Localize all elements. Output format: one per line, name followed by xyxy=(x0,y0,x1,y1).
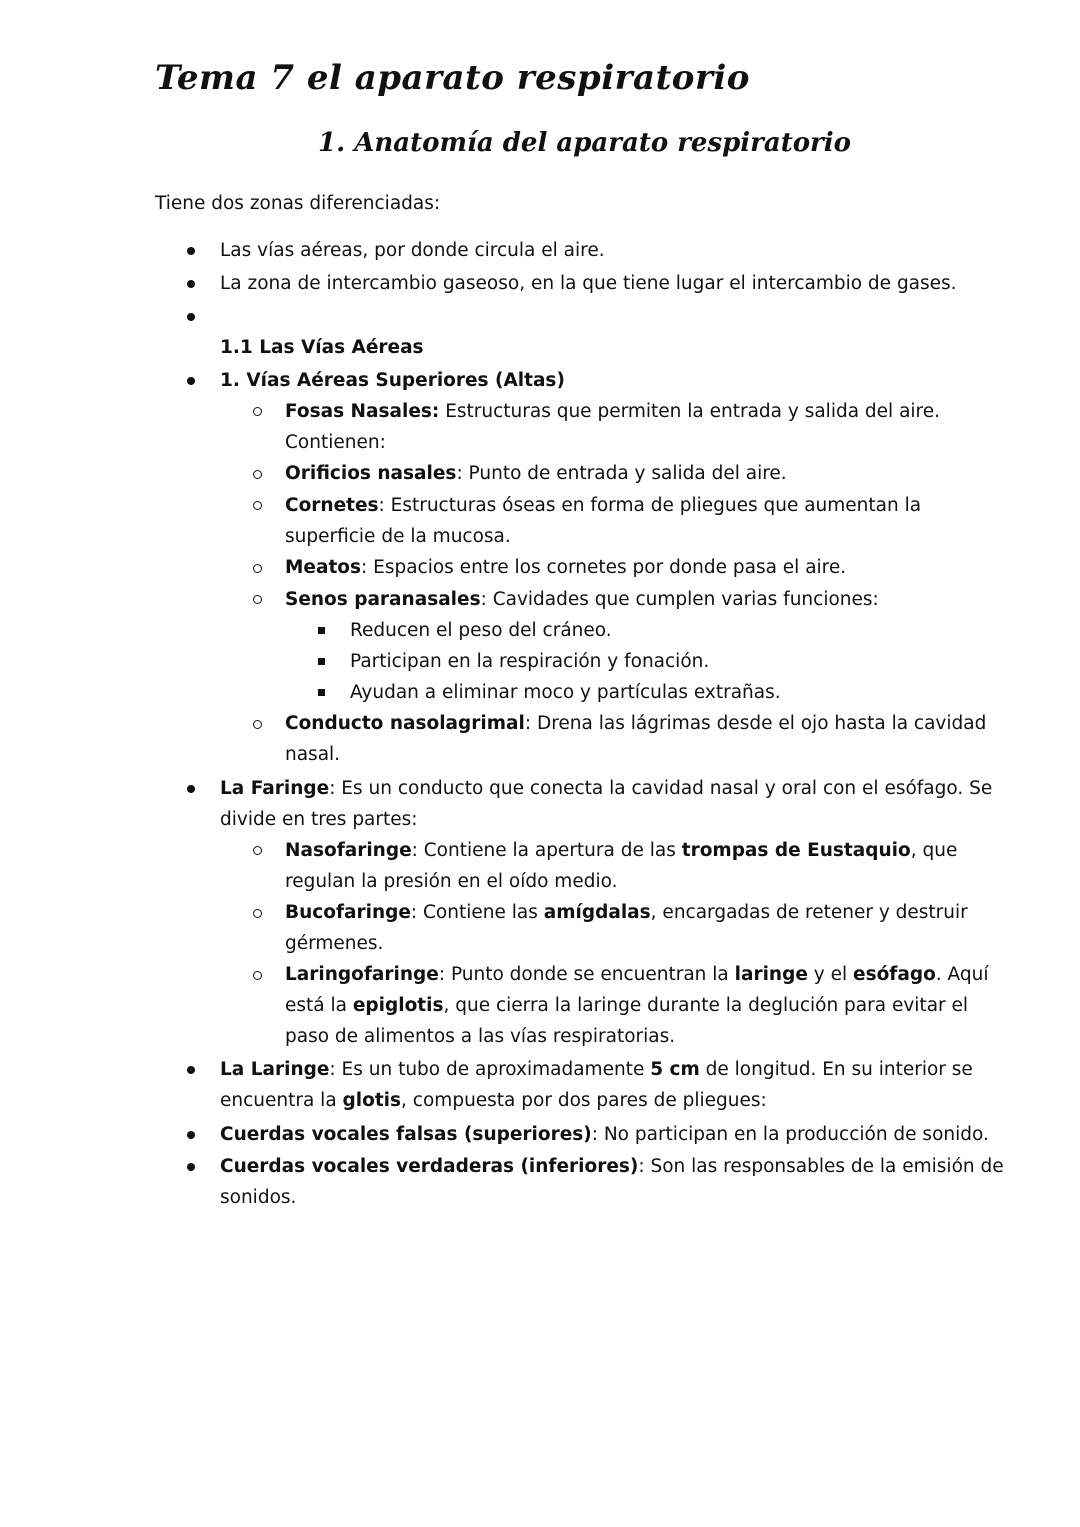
bullet-icon xyxy=(187,1131,195,1139)
list-item-continuation: superficie de la mucosa. xyxy=(285,526,511,547)
list-item-continuation: Contienen: xyxy=(285,432,386,453)
list-item: Fosas Nasales: Estructuras que permiten la entrada y salida del aire. xyxy=(285,401,941,422)
upper-airways-title: 1. Vías Aéreas Superiores (Altas) xyxy=(220,370,565,391)
circle-bullet-icon xyxy=(253,909,262,918)
bullet-icon xyxy=(187,1066,195,1074)
list-item: Senos paranasales: Cavidades que cumplen varias funciones: xyxy=(285,589,879,610)
circle-bullet-icon xyxy=(253,720,262,729)
list-item: Meatos: Espacios entre los cornetes por donde pasa el aire. xyxy=(285,557,847,578)
square-bullet-icon xyxy=(318,658,325,665)
list-item-continuation: divide en tres partes: xyxy=(220,809,418,830)
list-item-continuation: está la epiglotis, que cierra la laringe durante la deglución para evitar el xyxy=(285,995,969,1016)
list-item-continuation: encuentra la glotis, compuesta por dos pares de pliegues: xyxy=(220,1090,767,1111)
bullet-icon xyxy=(187,280,195,288)
square-bullet-icon xyxy=(318,689,325,696)
page-title: Tema 7 el aparato respiratorio xyxy=(155,58,750,98)
bullet-icon xyxy=(187,247,195,255)
list-item-continuation: gérmenes. xyxy=(285,933,384,954)
list-item: Conducto nasolagrimal: Drena las lágrimas desde el ojo hasta la cavidad xyxy=(285,713,987,734)
list-item: Ayudan a eliminar moco y partículas extrañas. xyxy=(350,682,781,703)
list-item: Orificios nasales: Punto de entrada y salida del aire. xyxy=(285,463,787,484)
circle-bullet-icon xyxy=(253,470,262,479)
circle-bullet-icon xyxy=(253,971,262,980)
circle-bullet-icon xyxy=(253,564,262,573)
list-item: Nasofaringe: Contiene la apertura de las trompas de Eustaquio, que xyxy=(285,840,958,861)
list-item-continuation: paso de alimentos a las vías respiratorias. xyxy=(285,1026,676,1047)
subsection-title: 1.1 Las Vías Aéreas xyxy=(220,337,424,358)
list-item-continuation: sonidos. xyxy=(220,1187,297,1208)
square-bullet-icon xyxy=(318,627,325,634)
list-item: Las vías aéreas, por donde circula el aire. xyxy=(220,240,605,261)
circle-bullet-icon xyxy=(253,595,262,604)
section-title: 1. Anatomía del aparato respiratorio xyxy=(318,128,851,158)
list-item: Participan en la respiración y fonación. xyxy=(350,651,710,672)
list-item: Cuerdas vocales verdaderas (inferiores): Son las responsables de la emisión de xyxy=(220,1156,1004,1177)
list-item: Bucofaringe: Contiene las amígdalas, encargadas de retener y destruir xyxy=(285,902,968,923)
list-item: La zona de intercambio gaseoso, en la que tiene lugar el intercambio de gases. xyxy=(220,273,957,294)
list-item-continuation: regulan la presión en el oído medio. xyxy=(285,871,618,892)
list-item: Reducen el peso del cráneo. xyxy=(350,620,612,641)
list-item: Cuerdas vocales falsas (superiores): No participan en la producción de sonido. xyxy=(220,1124,989,1145)
bullet-icon xyxy=(187,377,195,385)
list-item-continuation: nasal. xyxy=(285,744,341,765)
list-item: La Faringe: Es un conducto que conecta la cavidad nasal y oral con el esófago. Se xyxy=(220,778,993,799)
bullet-icon xyxy=(187,785,195,793)
list-item: Cornetes: Estructuras óseas en forma de pliegues que aumentan la xyxy=(285,495,922,516)
circle-bullet-icon xyxy=(253,501,262,510)
circle-bullet-icon xyxy=(253,846,262,855)
circle-bullet-icon xyxy=(253,407,262,416)
bullet-icon xyxy=(187,1163,195,1171)
bullet-icon xyxy=(187,313,195,321)
intro-text: Tiene dos zonas diferenciadas: xyxy=(155,193,441,214)
list-item: Laringofaringe: Punto donde se encuentran la laringe y el esófago. Aquí xyxy=(285,964,989,985)
list-item: La Laringe: Es un tubo de aproximadamente 5 cm de longitud. En su interior se xyxy=(220,1059,973,1080)
